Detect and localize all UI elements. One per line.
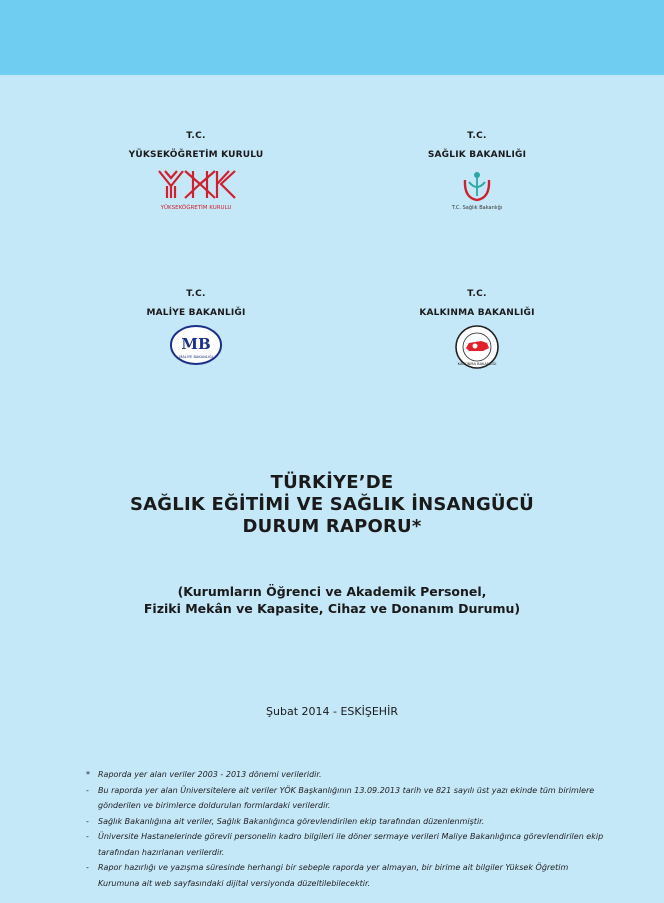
org-name: YÜKSEKÖĞRETİM KURULU: [128, 150, 264, 160]
footnotes: [86, 767, 606, 891]
footnote-item: [86, 783, 606, 814]
subtitle-line: Fiziki Mekân ve Kapasite, Cihaz ve Donanım Durumu): [143, 601, 521, 616]
report-date: Şubat 2014 - ESKİŞEHİR: [266, 705, 398, 718]
footnote-item: [86, 814, 606, 830]
org-maliye: [76, 289, 316, 366]
report-subtitle: [0, 583, 664, 617]
footnote-text: Üniversite Hastanelerinde görevli personelin kadro bilgileri ile döner sermaye verileri Maliye Bakanlığınca görevlendirilen ekip tarafından hazırlanan verilerdir.: [98, 832, 604, 857]
subtitle-line: (Kurumların Öğrenci ve Akademik Personel,: [177, 584, 487, 599]
footnote-text: Rapor hazırlığı ve yazışma süresinde herhangi bir sebeple raporda yer almayan, bir birime ait bilgiler Yüksek Öğretim Kurumuna ait web sayfasındaki dijital versiyonda düzeltilebilecektir.: [98, 863, 569, 888]
yok-logo-icon: [151, 166, 241, 212]
org-name: MALİYE BAKANLIĞI: [146, 308, 246, 318]
footnote-text: Bu raporda yer alan Üniversitelere ait veriler YÖK Başkanlığının 13.09.2013 tarih ve 821 sayılı üst yazı ekinde tüm birimlere gönderilen ve birimlerce doldurulan formlardaki verilerdir.: [98, 785, 595, 810]
org-tc-label: T.C.: [186, 289, 206, 299]
svg-text:MB: MB: [181, 335, 211, 353]
title-line: DURUM RAPORU*: [242, 516, 422, 537]
org-tc-label: T.C.: [186, 131, 206, 141]
saglik-bakanligi-logo-icon: [447, 166, 507, 212]
org-yok: [76, 131, 316, 212]
footnote-bullet: -: [86, 832, 89, 841]
logo-text: T.C. Sağlık Bakanlığı: [451, 205, 503, 211]
footnote-text: Raporda yer alan veriler 2003 - 2013 dönemi verileridir.: [98, 770, 322, 779]
footnote-text: Sağlık Bakanlığına ait veriler, Sağlık Bakanlığınca görevlendirilen ekip tarafından düzenlenmiştir.: [98, 816, 485, 826]
org-name: KALKINMA BAKANLIĞI: [419, 308, 535, 318]
logo-text: KALKINMA BAKANLIĞI: [457, 362, 497, 366]
footnote-bullet: -: [86, 785, 89, 795]
logo-text: MALİYE BAKANLIĞI: [179, 355, 213, 359]
footnote-item: [86, 860, 606, 891]
footnote-bullet: *: [86, 770, 90, 779]
org-tc-label: T.C.: [467, 131, 487, 141]
maliye-bakanligi-logo-icon: [169, 324, 223, 366]
kalkinma-bakanligi-logo-icon: [453, 324, 501, 370]
title-line: TÜRKİYE’DE: [270, 472, 394, 493]
top-color-band: [0, 0, 664, 75]
footnote-item: [86, 767, 606, 783]
footnote-item: [86, 829, 606, 860]
org-saglik: [357, 131, 597, 212]
org-tc-label: T.C.: [467, 289, 487, 299]
org-kalkinma: [357, 289, 597, 370]
footnote-bullet: -: [86, 863, 89, 872]
report-title: [0, 472, 664, 538]
title-line: SAĞLIK EĞİTİMİ VE SAĞLIK İNSANGÜCÜ: [130, 494, 534, 515]
org-name: SAĞLIK BAKANLIĞI: [427, 150, 527, 160]
logo-text: YÜKSEKÖĞRETİM KURULU: [160, 205, 232, 211]
footnote-bullet: -: [86, 816, 89, 826]
